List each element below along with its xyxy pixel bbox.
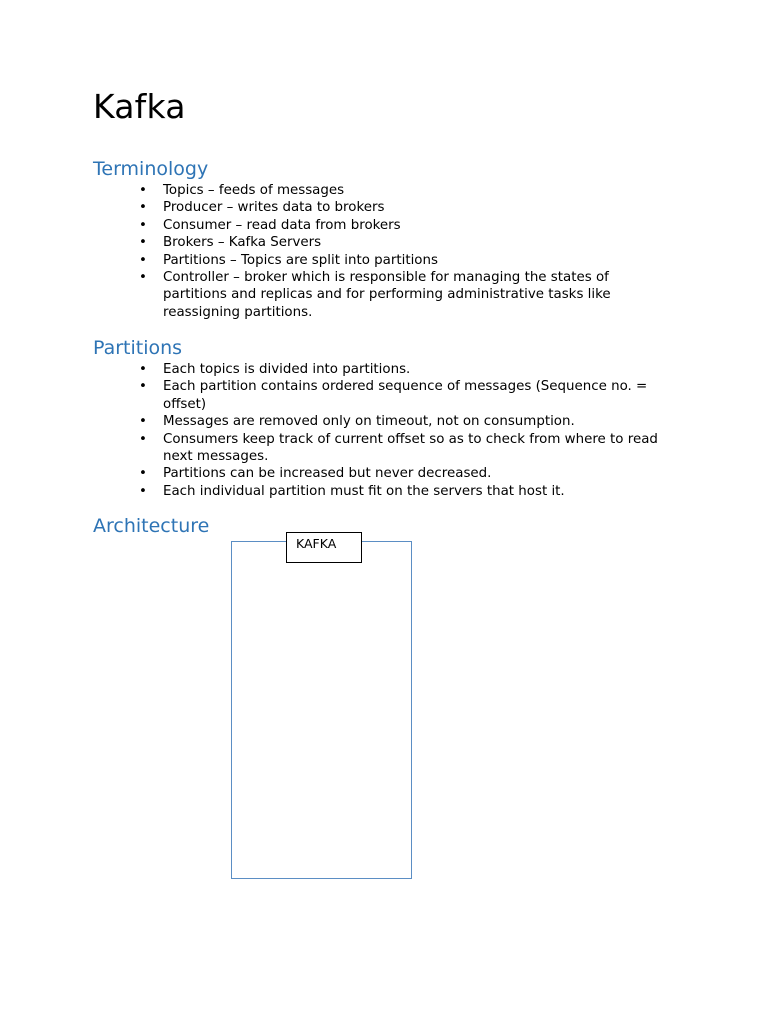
list-item: • Each partition contains ordered sequence of messages (Sequence no. = offset) [93, 378, 673, 413]
list-item: • Topics – feeds of messages [93, 182, 673, 199]
list-item: • Consumers keep track of current offset so as to check from where to read next messages. [93, 431, 673, 466]
heading-partitions: Partitions [93, 337, 183, 359]
list-item: • Messages are removed only on timeout, not on consumption. [93, 413, 673, 430]
kafka-label-box: KAFKA [286, 532, 362, 563]
list-item: • Controller – broker which is responsible for managing the states of partitions and replicas and for performing administrative tasks like reassigning partitions. [93, 269, 673, 321]
partitions-list [93, 361, 673, 500]
heading-architecture: Architecture [93, 515, 210, 537]
list-item: • Brokers – Kafka Servers [93, 234, 673, 251]
heading-terminology: Terminology [93, 158, 209, 180]
list-item: • Each individual partition must fit on the servers that host it. [93, 483, 673, 500]
list-item: • Each topics is divided into partitions. [93, 361, 673, 378]
terminology-list [93, 182, 673, 321]
document-title: Kafka [93, 87, 186, 126]
list-item: • Producer – writes data to brokers [93, 199, 673, 216]
list-item: • Partitions – Topics are split into partitions [93, 252, 673, 269]
architecture-diagram-frame [231, 541, 412, 879]
list-item: • Consumer – read data from brokers [93, 217, 673, 234]
list-item: • Partitions can be increased but never decreased. [93, 465, 673, 482]
